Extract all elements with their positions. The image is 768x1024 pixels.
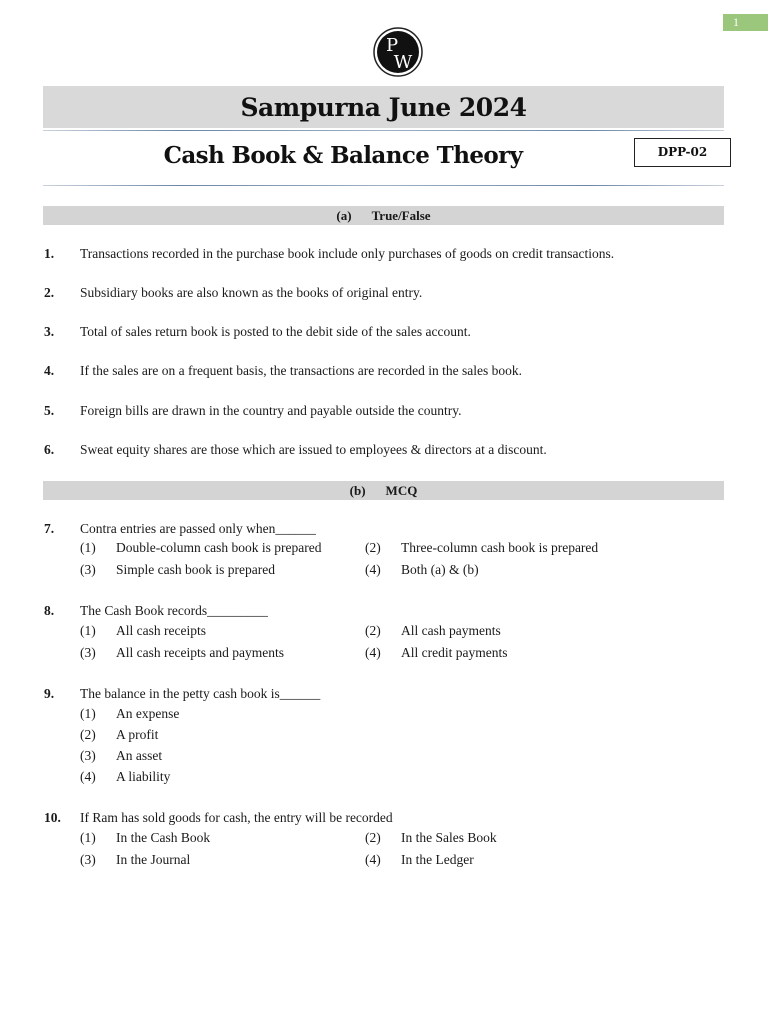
page-number-badge: 1 [723, 14, 768, 31]
svg-text:P: P [385, 35, 399, 56]
page-title: Sampurna June 2024 [240, 93, 527, 122]
pw-logo-icon [372, 25, 424, 80]
section-header-mcq: (b) MCQ [43, 481, 724, 500]
divider [43, 130, 724, 131]
section-header-true-false: (a) True/False [43, 206, 724, 225]
divider [43, 185, 724, 186]
svg-text:W: W [393, 52, 413, 73]
dpp-label-box: DPP-02 [634, 138, 731, 167]
chapter-subtitle: Cash Book & Balance Theory [163, 142, 523, 169]
title-band [43, 86, 724, 128]
